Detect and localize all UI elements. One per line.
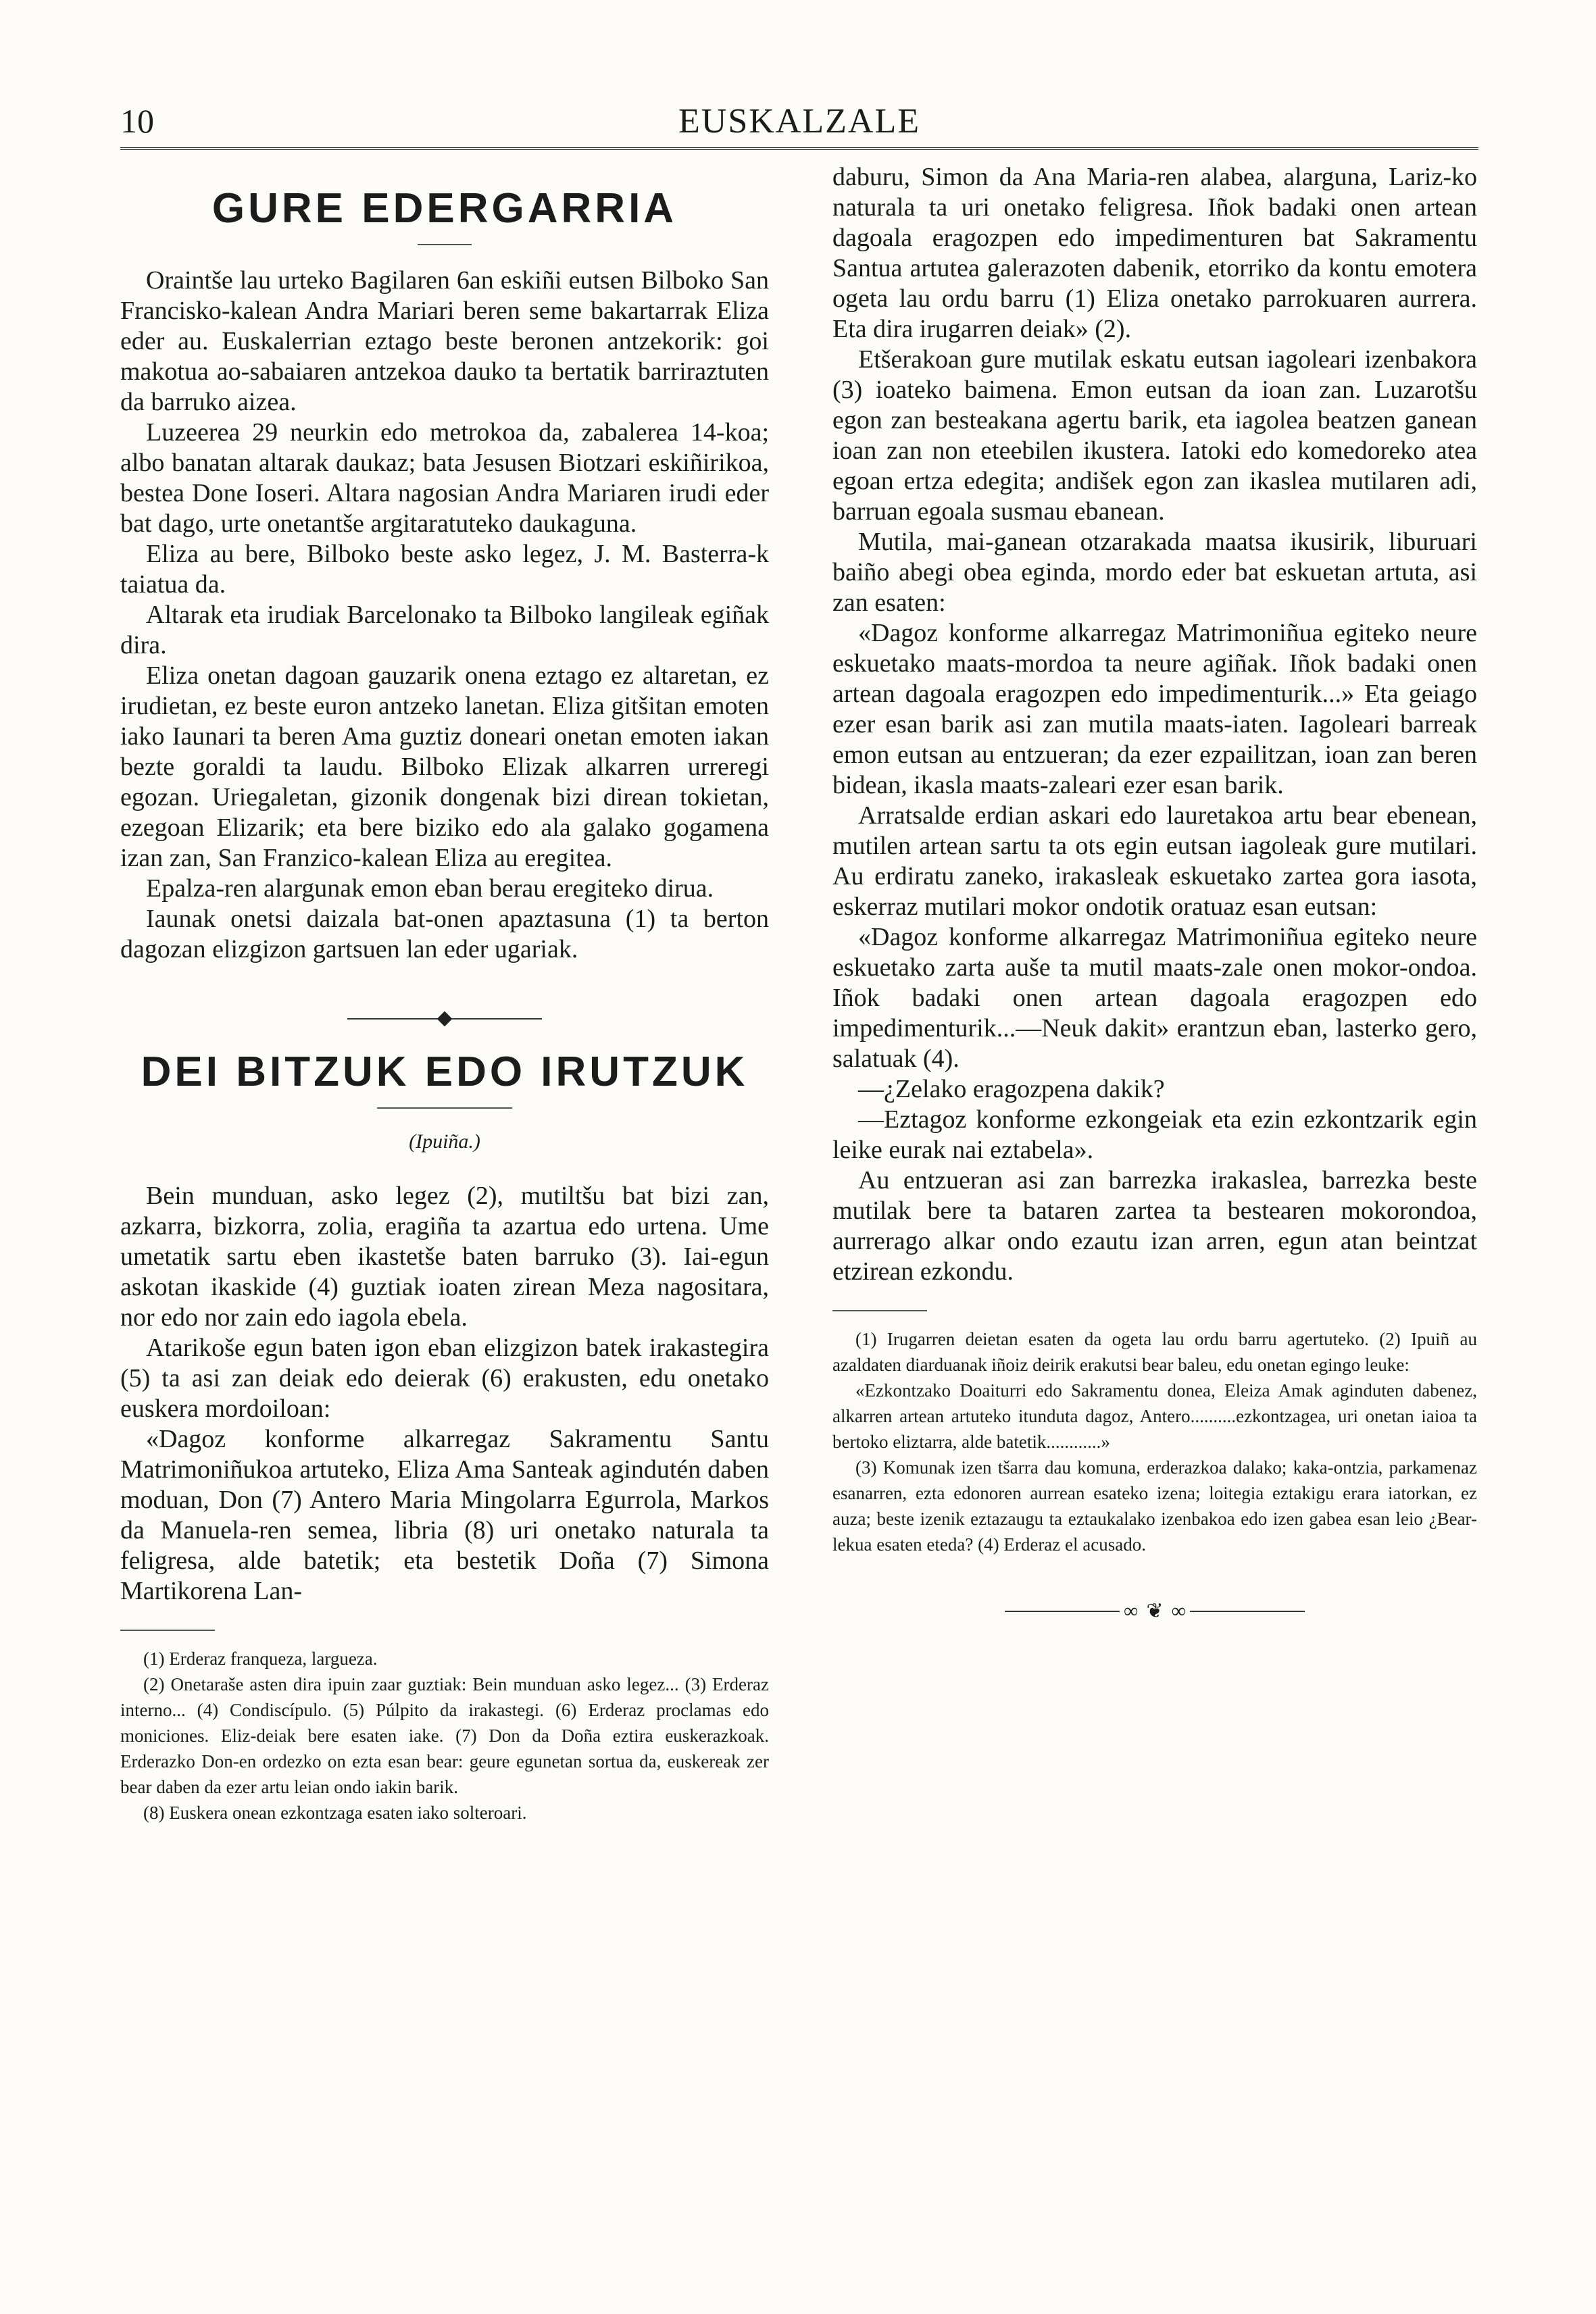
title-rule xyxy=(377,1107,512,1109)
end-ornament: ∞ ❦ ∞ xyxy=(832,1605,1477,1618)
paragraph: —¿Zelako eragozpena dakik? xyxy=(858,1075,1165,1103)
paragraph: Luzeerea 29 neurkin edo metrokoa da, zabalerea 14-koa; albo banatan altarak daukaz; bata Jesusen Biotzari eskiñirikoa, bestea Done Ioseri. Altara nagosian Andra Mariaren irudi eder bat dago, urte onetantše argitaratuteko daukaguna. xyxy=(120,418,769,538)
paragraph: Eliza onetan dagoan gauzarik onena eztago ez altaretan, ez irudietan, ez beste euron antzeko lanetan. Eliza gitšitan emoten iako Iaunari ta beren Ama guztiz doneari onetan emoten iakan bezte goraldi ta laudu. Bilboko Elizak alkarren urreregi egozan. Uriegaletan, gizonik dongenak bizi direan tokietan, ezegoan Elizarik; eta bere biziko edo ala galako gogamena izan zan, San Franzico-kalean Eliza au eregitea. xyxy=(120,661,769,872)
footnote-rule xyxy=(120,1630,215,1631)
paragraph: Atarikoše egun baten igon eban elizgizon batek irakastegira (5) ta asi zan deiak edo deierak (6) erakusten, edu onetako euskera mordoiloan: xyxy=(120,1334,769,1423)
paragraph: daburu, Simon da Ana Maria-ren alabea, alarguna, Lariz-ko naturala ta uri onetako feligresa. Iñok badaki onen artean dagoala eragozpen edo impedimenturen bat Sakramentu Santua artutea galerazoten dabenik, etorriko da kontu emotera ogeta lau ordu barru (1) Eliza onetako parrokuaren aurrera. Eta dira irugarren deiak» (2). xyxy=(832,163,1477,343)
title-rule xyxy=(418,244,472,245)
story-subtitle: (Ipuiña.) xyxy=(409,1130,480,1153)
paragraph: Iaunak onetsi daizala bat-onen apaztasuna (1) ta berton dagozan elizgizon gartsuen lan eder ugariak. xyxy=(120,905,769,963)
page-header xyxy=(120,101,1478,142)
paragraph: «Dagoz konforme alkarregaz Matrimoniñua egiteko neure eskuetako zarta auše ta mutil maats-zale onen mokor-ondoa. Iñok badaki onen artean dagoala eragozpen edo impedimenturik...—Neuk dakit» erantzun eban, lasterko gero, salatuak (4). xyxy=(832,923,1477,1073)
right-column xyxy=(832,162,1477,1622)
running-title: EUSKALZALE xyxy=(678,102,920,141)
left-column xyxy=(120,162,769,1826)
footnote: (1) Irugarren deietan esaten da ogeta lau ordu barru agertuteko. (2) Ipuiñ au azaldaten diarduanak iñoiz deirik erakutsi bear baleu, edu onetan egingo leuke: xyxy=(832,1329,1477,1375)
footnote: (1) Erderaz franqueza, largueza. xyxy=(143,1649,378,1669)
paragraph: Etšerakoan gure mutilak eskatu eutsan iagoleari izenbakora (3) ioateko baimena. Emon eutsan da ioan zan. Luzarotšu egon zan besteakana agertu barik, eta iagolea beatzen ganean ioan zan non eteebilen ikustera. Iatoki edo komedoreko atea egoan ertza edegita; andišek egon zan ikaslea mutilaren adi, barruan egoala susmau ebanean. xyxy=(832,345,1477,526)
paragraph: Eliza au bere, Bilboko beste asko legez, J. M. Basterra-k taiatua da. xyxy=(120,540,769,599)
footnotes xyxy=(120,1646,769,1826)
footnote: «Ezkontzako Doaiturri edo Sakramentu donea, Eleiza Amak aginduten dabenez, alkarren artean artuteko itunduta dagoz, Antero..........ezkontzagea, uri onetan iaioa ta bertoko eliztarra, alde batetik............» xyxy=(832,1380,1477,1452)
paragraph: Altarak eta irudiak Barcelonako ta Bilboko langileak egiñak dira. xyxy=(120,601,769,659)
footnotes xyxy=(832,1326,1477,1557)
paragraph: «Dagoz konforme alkarregaz Sakramentu Santu Matrimoniñukoa artuteko, Eliza Ama Santeak agindutén daben moduan, Don (7) Antero Maria Mingolarra Egurrola, Markos da Manuela-ren semea, libria (8) uri onetako naturala ta feligresa, alde batetik; eta bestetik Doña (7) Simona Martikorena Lan- xyxy=(120,1425,769,1605)
paragraph: Epalza-ren alargunak emon eban berau eregiteko dirua. xyxy=(146,874,714,903)
page-number: 10 xyxy=(120,102,154,140)
paragraph: «Dagoz konforme alkarregaz Matrimoniñua egiteko neure eskuetako maats-mordoa ta neure agiñak. Iñok badaki onen artean dagoala eragozpen edo impedimenturik...» Eta geiago ezer esan barik asi zan mutila maats-iaten. Iagoleari barreak emon eutsan au entzueran; da ezer ezpailitzan, ioan zan beren bidean, ikasla maats-zaleari ezer esan barik. xyxy=(832,619,1477,799)
footnote: (3) Komunak izen tšarra dau komuna, erderazkoa dalako; kaka-ontzia, parkamenaz esanarren, ezta edonoren aurrean esateko izena; loitegia eztakigu erara iatorkan, ez auza; beste izenik eztazaugu ta eztaukalako izenbakoa edo izen gabea esan leio ¿Bear-lekua esaten eteda? (4) Erderaz el acusado. xyxy=(832,1457,1477,1555)
footnote: (8) Euskera onean ezkontzaga esaten iako solteroari. xyxy=(143,1803,527,1823)
footnote-rule xyxy=(832,1310,927,1311)
paragraph: Arratsalde erdian askari edo lauretakoa artu bear ebenean, mutilen artean sartu ta ots egin eutsan iagoleak gure mutilari. Au erdiratu zaneko, irakasleak eskuetako zartea gora iasota, eskerraz mutilari mokor ondotik oratuaz esan eutsan: xyxy=(832,801,1477,921)
paragraph: Oraintše lau urteko Bagilaren 6an eskiñi eutsen Bilboko San Francisko-kalean Andra Mariari beren seme bakartarrak Eliza eder au. Euskalerrian eztago beste beronen antzekorik: goi makotua ao-sabaiaren antzekoa dauko ta bertatik barriraztuten da barruko aizea. xyxy=(120,266,769,416)
section-divider xyxy=(120,1012,769,1026)
paragraph: Bein munduan, asko legez (2), mutiltšu bat bizi zan, azkarra, bizkorra, zolia, eragiña ta azartua edo urtena. Ume umetatik sartu eben ikastetše baten barruko (3). Iai-egun askotan ikaskide (4) guztiak ioaten zirean Meza nagositara, nor edo nor zain edo iagola ebela. xyxy=(120,1182,769,1332)
article-title: GURE EDERGARRIA xyxy=(211,185,678,232)
paragraph: —Eztagoz konforme ezkongeiak eta ezin ezkontzarik egin leike eurak nai eztabela». xyxy=(832,1105,1477,1164)
header-rule xyxy=(120,147,1478,150)
paragraph: Au entzueran asi zan barrezka irakaslea, barrezka beste mutilak bere ta bataren zartea ta bestearen mokorondoa, aurrerago alkar ondo ezautu izan arren, egun atan beintzat etzirean ezkondu. xyxy=(832,1166,1477,1286)
paragraph: Mutila, mai-ganean otzarakada maatsa ikusirik, liburuari baiño abegi obea eginda, mordo eder bat eskuetan artuta, asi zan esaten: xyxy=(832,528,1477,617)
footnote: (2) Onetaraše asten dira ipuin zaar guztiak: Bein munduan asko legez... (3) Erderaz interno... (4) Condiscípulo. (5) Púlpito da irakastegi. (6) Erderaz proclamas edo moniciones. Eliz-deiak bere esaten iake. (7) Don da Doña eztira euskerazkoak. Erderazko Don-en ordezko on ezta esan bear: geure egunetan sortua da, euskereak zer bear daben da ezer artu leian ondo iakin barik. xyxy=(120,1674,769,1797)
story-title: DEI BITZUK EDO IRUTZUK xyxy=(141,1049,749,1095)
